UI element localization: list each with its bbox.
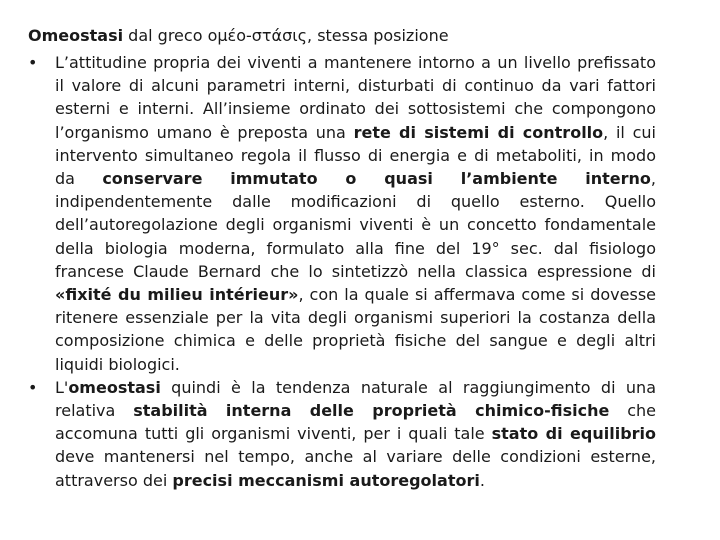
- bold-phrase: conservare immutato o quasi l’ambiente interno: [102, 169, 651, 189]
- text-run: , con la quale si affermava come si dovesse ritenere essenziale per la vita degli organismi superiori la costanza della composizione chimica e delle proprietà fisiche del sangue e degli altri liquidi biologici.: [55, 285, 657, 374]
- bullet-item-summary: [28, 376, 656, 492]
- bold-phrase: «fixité du milieu intérieur»: [55, 285, 299, 305]
- title-line: [28, 24, 656, 47]
- text-run: , indipendentemente dalle modificazioni di quello esterno. Quello dell’autoregolazione degli organismi viventi è un concetto fondamentale della biologia moderna, formulato alla fine del 19° sec. dal fisiologo francese Claude Bernard che lo sintetizzò nella classica espressione di: [55, 169, 656, 281]
- title-etymology: dal greco ομέο-στάσις, stessa posizione: [123, 26, 449, 45]
- bullet-list: [28, 51, 656, 492]
- text-run: che accomuna tutti gli organismi viventi, per i quali tale: [55, 401, 657, 444]
- bold-phrase: stabilità interna delle proprietà chimico-fisiche: [133, 401, 610, 421]
- bullet-marker: •: [28, 53, 38, 72]
- text-run: .: [479, 470, 485, 490]
- text-run: L': [55, 377, 69, 397]
- bullet-marker: •: [28, 377, 38, 397]
- bold-phrase: rete di sistemi di controllo: [353, 122, 604, 142]
- bullet-item-definition: [28, 51, 656, 376]
- text-run: deve mantenersi nel tempo, anche al variare delle condizioni esterne, attraverso dei: [55, 447, 656, 490]
- text-run: quindi è la tendenza naturale al raggiungimento di una relativa: [55, 377, 656, 421]
- title-term: Omeostasi: [28, 26, 124, 45]
- bullet-text: [55, 53, 656, 374]
- bullet-text: [55, 378, 656, 490]
- bold-phrase: omeostasi: [68, 377, 161, 397]
- bold-phrase: precisi meccanismi autoregolatori: [172, 470, 480, 490]
- text-run: , il cui intervento simultaneo regola il flusso di energia e di metaboliti, in modo da: [55, 122, 657, 189]
- text-run: L’attitudine propria dei viventi a mantenere intorno a un livello prefissato il valore di alcuni parametri interni, disturbati di continuo da vari fattori esterni e interni. All’insieme ordinato dei sottosistemi che compongono l’organismo umano è preposta una: [55, 53, 656, 142]
- bold-phrase: stato di equilibrio: [491, 424, 657, 444]
